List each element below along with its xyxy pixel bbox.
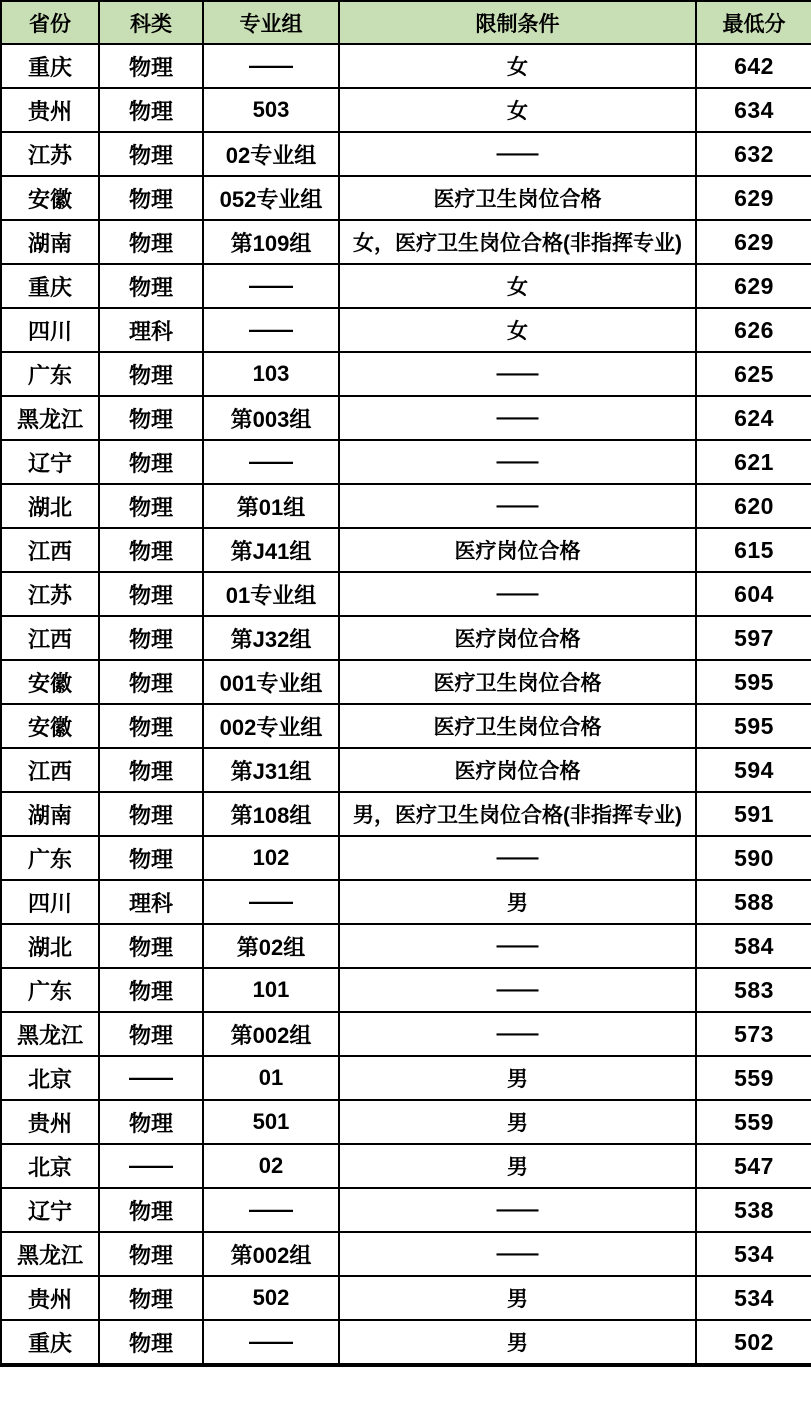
cell-category: 物理	[99, 132, 203, 176]
cell-major-group: 第003组	[203, 396, 339, 440]
cell-min-score: 594	[696, 748, 811, 792]
cell-restriction: 女	[339, 264, 696, 308]
cell-restriction: 女	[339, 44, 696, 88]
table-row	[1, 924, 811, 968]
cell-restriction: ——	[339, 1012, 696, 1056]
cell-min-score: 590	[696, 836, 811, 880]
cell-province: 北京	[1, 1056, 99, 1100]
cell-restriction: ——	[339, 836, 696, 880]
cell-province: 江苏	[1, 132, 99, 176]
table-row	[1, 176, 811, 220]
cell-restriction: 医疗卫生岗位合格	[339, 176, 696, 220]
cell-restriction: ——	[339, 132, 696, 176]
table-row	[1, 88, 811, 132]
cell-restriction: 医疗卫生岗位合格	[339, 660, 696, 704]
cell-province: 安徽	[1, 176, 99, 220]
cell-restriction: 男	[339, 1320, 696, 1365]
cell-province: 江西	[1, 528, 99, 572]
cell-restriction: 医疗岗位合格	[339, 748, 696, 792]
cell-major-group: ——	[203, 1188, 339, 1232]
cell-province: 广东	[1, 352, 99, 396]
cell-major-group: 01	[203, 1056, 339, 1100]
table-row	[1, 1320, 811, 1365]
cell-min-score: 534	[696, 1232, 811, 1276]
cell-major-group: 102	[203, 836, 339, 880]
cell-province: 安徽	[1, 704, 99, 748]
cell-major-group: 503	[203, 88, 339, 132]
table-row	[1, 484, 811, 528]
cell-min-score: 583	[696, 968, 811, 1012]
cell-province: 黑龙江	[1, 1012, 99, 1056]
cell-category: 物理	[99, 44, 203, 88]
cell-min-score: 595	[696, 660, 811, 704]
table-row	[1, 968, 811, 1012]
table-row	[1, 572, 811, 616]
cell-restriction: 女	[339, 88, 696, 132]
cell-category: 物理	[99, 1320, 203, 1365]
cell-min-score: 629	[696, 220, 811, 264]
cell-restriction: ——	[339, 396, 696, 440]
cell-major-group: 02	[203, 1144, 339, 1188]
cell-province: 广东	[1, 968, 99, 1012]
cell-major-group: 第J32组	[203, 616, 339, 660]
cell-min-score: 632	[696, 132, 811, 176]
cell-province: 江西	[1, 616, 99, 660]
cell-major-group: ——	[203, 1320, 339, 1365]
cell-min-score: 591	[696, 792, 811, 836]
cell-major-group: 02专业组	[203, 132, 339, 176]
cell-major-group: ——	[203, 264, 339, 308]
cell-min-score: 573	[696, 1012, 811, 1056]
table-row	[1, 1056, 811, 1100]
table-row	[1, 1232, 811, 1276]
table-row	[1, 660, 811, 704]
table-row	[1, 880, 811, 924]
table-row	[1, 352, 811, 396]
table-row	[1, 44, 811, 88]
cell-restriction: ——	[339, 352, 696, 396]
cell-major-group: 052专业组	[203, 176, 339, 220]
cell-province: 重庆	[1, 264, 99, 308]
cell-category: ——	[99, 1144, 203, 1188]
cell-category: 物理	[99, 704, 203, 748]
cell-province: 四川	[1, 880, 99, 924]
cell-restriction: ——	[339, 1232, 696, 1276]
cell-major-group: 第109组	[203, 220, 339, 264]
cell-min-score: 626	[696, 308, 811, 352]
table-row	[1, 396, 811, 440]
table-row	[1, 792, 811, 836]
cell-category: 物理	[99, 220, 203, 264]
cell-restriction: 男	[339, 1144, 696, 1188]
cell-restriction: ——	[339, 924, 696, 968]
cell-category: 物理	[99, 1188, 203, 1232]
cell-min-score: 629	[696, 264, 811, 308]
cell-major-group: ——	[203, 440, 339, 484]
cell-major-group: ——	[203, 44, 339, 88]
table-row	[1, 1012, 811, 1056]
cell-min-score: 642	[696, 44, 811, 88]
cell-restriction: 医疗卫生岗位合格	[339, 704, 696, 748]
cell-category: 物理	[99, 1276, 203, 1320]
cell-restriction: ——	[339, 440, 696, 484]
header-major-group: 专业组	[203, 1, 339, 44]
cell-major-group: 第002组	[203, 1232, 339, 1276]
cell-province: 四川	[1, 308, 99, 352]
header-province: 省份	[1, 1, 99, 44]
cell-restriction: ——	[339, 1188, 696, 1232]
cell-min-score: 595	[696, 704, 811, 748]
cell-restriction: 男	[339, 1056, 696, 1100]
cell-min-score: 634	[696, 88, 811, 132]
cell-major-group: ——	[203, 880, 339, 924]
cell-min-score: 559	[696, 1056, 811, 1100]
cell-major-group: 第02组	[203, 924, 339, 968]
cell-province: 辽宁	[1, 1188, 99, 1232]
cell-category: 物理	[99, 176, 203, 220]
cell-category: 理科	[99, 880, 203, 924]
cell-min-score: 625	[696, 352, 811, 396]
header-min-score: 最低分	[696, 1, 811, 44]
cell-min-score: 629	[696, 176, 811, 220]
cell-province: 江西	[1, 748, 99, 792]
cell-major-group: ——	[203, 308, 339, 352]
cell-province: 黑龙江	[1, 1232, 99, 1276]
cell-restriction: 女	[339, 308, 696, 352]
table-row	[1, 1100, 811, 1144]
cell-province: 湖北	[1, 924, 99, 968]
cell-province: 北京	[1, 1144, 99, 1188]
cell-min-score: 615	[696, 528, 811, 572]
cell-min-score: 624	[696, 396, 811, 440]
cell-min-score: 547	[696, 1144, 811, 1188]
cell-category: 物理	[99, 660, 203, 704]
cell-min-score: 559	[696, 1100, 811, 1144]
cell-min-score: 588	[696, 880, 811, 924]
cell-category: 理科	[99, 308, 203, 352]
header-category: 科类	[99, 1, 203, 44]
cell-province: 湖北	[1, 484, 99, 528]
table-body	[1, 44, 811, 1365]
cell-min-score: 538	[696, 1188, 811, 1232]
table-row	[1, 836, 811, 880]
cell-province: 江苏	[1, 572, 99, 616]
cell-restriction: 男，医疗卫生岗位合格(非指挥专业)	[339, 792, 696, 836]
table-row	[1, 748, 811, 792]
cell-category: 物理	[99, 748, 203, 792]
cell-category: 物理	[99, 924, 203, 968]
cell-major-group: 002专业组	[203, 704, 339, 748]
cell-major-group: 001专业组	[203, 660, 339, 704]
cell-category: 物理	[99, 264, 203, 308]
cell-min-score: 621	[696, 440, 811, 484]
cell-major-group: 101	[203, 968, 339, 1012]
cell-restriction: 男	[339, 880, 696, 924]
cell-major-group: 501	[203, 1100, 339, 1144]
cell-major-group: 第002组	[203, 1012, 339, 1056]
cell-category: 物理	[99, 968, 203, 1012]
cell-category: 物理	[99, 88, 203, 132]
cell-province: 贵州	[1, 88, 99, 132]
table-row	[1, 440, 811, 484]
cell-province: 重庆	[1, 44, 99, 88]
table-row	[1, 220, 811, 264]
cell-category: 物理	[99, 1100, 203, 1144]
cell-min-score: 584	[696, 924, 811, 968]
cell-restriction: ——	[339, 484, 696, 528]
cell-major-group: 103	[203, 352, 339, 396]
cell-category: ——	[99, 1056, 203, 1100]
table-row	[1, 1144, 811, 1188]
cell-restriction: ——	[339, 968, 696, 1012]
cell-min-score: 534	[696, 1276, 811, 1320]
cell-province: 黑龙江	[1, 396, 99, 440]
table-row	[1, 704, 811, 748]
cell-province: 湖南	[1, 792, 99, 836]
cell-category: 物理	[99, 616, 203, 660]
cell-min-score: 597	[696, 616, 811, 660]
cell-province: 贵州	[1, 1276, 99, 1320]
cell-category: 物理	[99, 440, 203, 484]
cell-major-group: 第J41组	[203, 528, 339, 572]
cell-restriction: 医疗岗位合格	[339, 528, 696, 572]
cell-major-group: 第J31组	[203, 748, 339, 792]
header-restriction: 限制条件	[339, 1, 696, 44]
cell-province: 广东	[1, 836, 99, 880]
table-row	[1, 132, 811, 176]
cell-category: 物理	[99, 396, 203, 440]
cell-province: 辽宁	[1, 440, 99, 484]
table-row	[1, 528, 811, 572]
cell-restriction: 男	[339, 1100, 696, 1144]
cell-min-score: 620	[696, 484, 811, 528]
header-row	[1, 1, 811, 44]
cell-major-group: 502	[203, 1276, 339, 1320]
cell-province: 湖南	[1, 220, 99, 264]
cell-major-group: 第108组	[203, 792, 339, 836]
cell-min-score: 502	[696, 1320, 811, 1365]
cell-category: 物理	[99, 1232, 203, 1276]
table-row	[1, 308, 811, 352]
cell-province: 贵州	[1, 1100, 99, 1144]
cell-province: 安徽	[1, 660, 99, 704]
cell-major-group: 第01组	[203, 484, 339, 528]
table-row	[1, 264, 811, 308]
cell-category: 物理	[99, 836, 203, 880]
table-row	[1, 1188, 811, 1232]
cell-category: 物理	[99, 484, 203, 528]
cell-restriction: 男	[339, 1276, 696, 1320]
cell-category: 物理	[99, 352, 203, 396]
cell-restriction: 医疗岗位合格	[339, 616, 696, 660]
cell-min-score: 604	[696, 572, 811, 616]
cell-category: 物理	[99, 792, 203, 836]
cell-major-group: 01专业组	[203, 572, 339, 616]
cell-category: 物理	[99, 572, 203, 616]
table-row	[1, 616, 811, 660]
cell-restriction: 女，医疗卫生岗位合格(非指挥专业)	[339, 220, 696, 264]
table-row	[1, 1276, 811, 1320]
cell-province: 重庆	[1, 1320, 99, 1365]
cell-category: 物理	[99, 528, 203, 572]
cell-restriction: ——	[339, 572, 696, 616]
cell-category: 物理	[99, 1012, 203, 1056]
